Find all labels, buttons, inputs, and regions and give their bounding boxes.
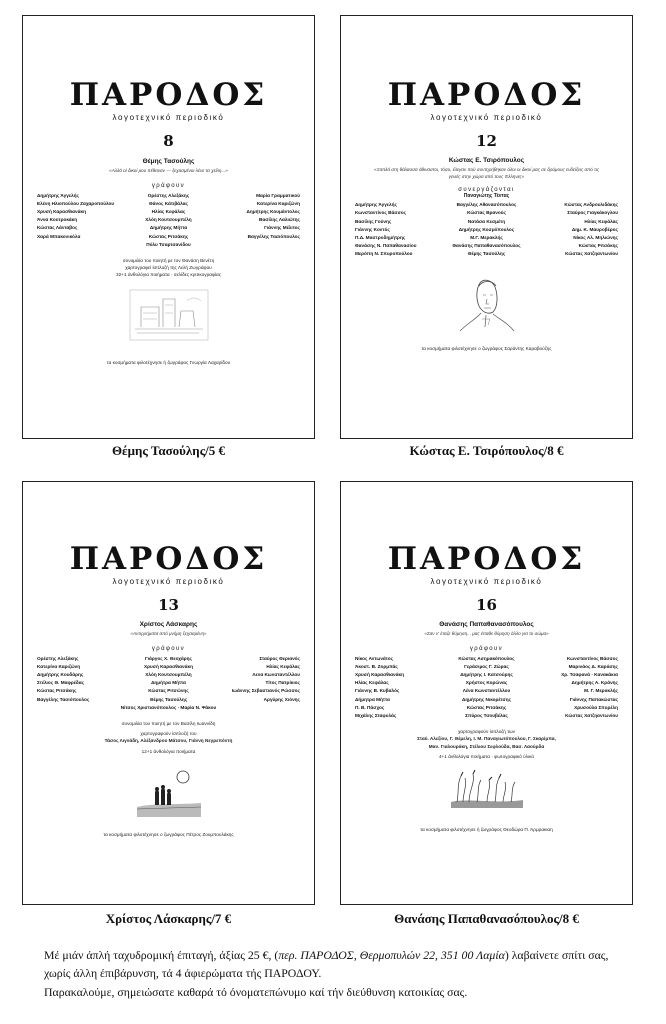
issue-number: 16 bbox=[476, 596, 497, 614]
contributor: Ηλίας Κεφάλας bbox=[584, 218, 618, 224]
contributor: Βαγγέλης Αθανασόπουλος bbox=[456, 202, 517, 208]
contributor: Ορέστης Αλεξάκης bbox=[37, 655, 79, 661]
contributor: Νίκος Αλ. Μηλιώνης bbox=[573, 235, 618, 240]
contributor: Θάνος Κάτιβάλας bbox=[149, 200, 188, 206]
contributor: Μαρινάος Δ. Καράσης bbox=[568, 663, 618, 669]
contributor: Κώστας Ριτσάκης bbox=[37, 688, 77, 694]
issue-number: 8 bbox=[163, 132, 174, 150]
contributors-list bbox=[23, 193, 314, 247]
contributor: Γιάργος Χ. Θεοχάρης bbox=[145, 655, 192, 661]
contributor: Χλόη Κουτσουμπέλη bbox=[145, 217, 192, 223]
contributor: Μ. Γ. Μερακλής bbox=[584, 688, 618, 694]
featured-author: Θανάσης Παπαθανασόπουλος bbox=[439, 621, 534, 628]
cover-issue-16 bbox=[340, 481, 633, 905]
order-address: περ. ΠΑΡΟΔΟΣ, Θερμοπυλών 22, 351 00 Λαμία bbox=[278, 948, 505, 962]
credit-line: 12+1 άνθολόγια ποιήματα bbox=[141, 748, 196, 754]
contributor: Κώστας Ριτσάκης bbox=[466, 704, 507, 710]
credit-names: Σταύ. Αλεξίου, Γ. Θέμελη, Ι. Μ. Παναγιωτόπουλου, Γ. Σκαρίμπα, bbox=[417, 736, 556, 742]
contributor: Δημήτρης Μήττα bbox=[149, 225, 188, 231]
contributor: Δημήτρης Άγγελής bbox=[37, 192, 79, 198]
contributor: Δημήτρης Α. Κράνης bbox=[571, 680, 618, 686]
featured-author: Θέμης Τασούλης bbox=[142, 158, 195, 165]
contributor: Θανάσης Ν. Παπαθανασίου bbox=[355, 243, 417, 249]
featured-author: Κώστας Ε. Τσιρόπουλος bbox=[448, 157, 525, 164]
contributor: Δημήτρης Άγγελής bbox=[355, 202, 397, 208]
contributor: Π.Δ. Μαστροδημήτρης bbox=[355, 235, 406, 240]
reeds-illustration bbox=[447, 768, 527, 812]
contributor: Βαγγέλης Τασιόπουλος bbox=[37, 696, 90, 702]
contributors-label: γράφουν bbox=[151, 645, 186, 652]
art-credit: τα κοσμήματα φιλοτέχνησε ο ζωγράφος Σαράντης Καραβούζης bbox=[421, 345, 552, 351]
credit-line: συνομιλία του ποιητή με τον Θανάση Βενέτη bbox=[122, 257, 215, 263]
credit-names: Μαν. Γιαλουράκη, Στέλιου Σεφλούδα, Βασ. Λαούρδα bbox=[428, 743, 545, 749]
contributor: Κώστας Χατζηαντωνίου bbox=[565, 251, 618, 257]
contributor: Λένα Κωνσταντέλλου bbox=[462, 688, 511, 694]
logo: ΠΑΡΟΔΟΣ bbox=[69, 77, 268, 113]
contributor: Γιάννης Μέλιτος bbox=[264, 225, 300, 231]
art-credit: τα κοσμήματα φιλοτέχνησε ή ζωγράφος Γεωργία Λαχαρίδου bbox=[106, 359, 231, 365]
credit-line: συνομιλία του ποιητή με τον Βασίλη Ιωαννίδη bbox=[121, 720, 216, 726]
contributor: Χρήστος Κορώνας bbox=[465, 680, 508, 686]
contributor: Αργύρης Χιόνης bbox=[263, 696, 300, 702]
contributor: Λενα Κωνσταντέλλου bbox=[252, 672, 300, 677]
credit-line: 32+1 άνθολόγια ποιήματα · σελίδες κριτικογραφίας bbox=[115, 272, 222, 278]
contributor: Κώστας Βρανούς bbox=[467, 210, 506, 216]
contributor: Δημήτρης Κουδάρης bbox=[37, 672, 84, 677]
price-label-issue-16: Θανάσης Παπαθανασόπουλος/8 € bbox=[394, 911, 579, 926]
contributor: Βασίλης Λαλιώτης bbox=[259, 217, 300, 223]
contributor: Κώστας Ριτσώνης bbox=[148, 688, 189, 694]
credit-line: 4+1 άνθολόγια ποιήματα · φωτογραφικό ύλικό bbox=[438, 753, 535, 759]
contributor: Δημ. Κ. Μαυροβέρος bbox=[571, 226, 618, 232]
contributor: Ιωάννης Σεβαστιανός Ρώσσος bbox=[231, 688, 300, 694]
contributor: Χρ. Τσαφανά · Κανακάκια bbox=[561, 672, 618, 677]
contributor: Δημήτρης Κοσμόπουλος bbox=[458, 226, 515, 232]
credits bbox=[23, 257, 314, 279]
credit-line: χαρτογραφεί ίσιτλοζή της Λελή Ζωγράφου bbox=[125, 265, 212, 271]
credit-line: χαρτογραφούν ίσιτλοζή του bbox=[140, 731, 197, 737]
art-credit: τα κοσμήματα φιλοτέχνησε ο ζωγράφος Πέτρος Ζουμπουλάκης bbox=[103, 831, 234, 837]
contributor: Χρυσή Καρασθιανάκη bbox=[355, 672, 404, 677]
contributor: Άκοστ. Β. Ζορμπάς bbox=[355, 663, 398, 669]
contributor: Γιάννης Β. Κυβαλός bbox=[355, 688, 400, 694]
contributors-label: γράφουν bbox=[469, 645, 504, 652]
contributors-label: γράφουν bbox=[151, 182, 186, 189]
contributor: Μερόπη Ν. Σπυροπούλου bbox=[355, 251, 413, 257]
contributor: Χαρά Μπακονικόλα bbox=[37, 233, 81, 239]
contributors-sublabel: Παναγιώτης Τέντας bbox=[463, 193, 510, 200]
logo: ΠΑΡΟΔΟΣ bbox=[387, 541, 586, 577]
contributor: Νατάσα Κεσμέτη bbox=[467, 218, 506, 224]
credits bbox=[23, 720, 314, 755]
contributors-list bbox=[341, 202, 632, 256]
credits bbox=[341, 728, 632, 760]
contributor: Μ.Γ. Μερακλής bbox=[470, 235, 503, 240]
cover-issue-13 bbox=[22, 481, 315, 905]
subtitle: λογοτεχνικό περιοδικό bbox=[112, 577, 225, 586]
contributor: Ορέστης Αλεξάκης bbox=[147, 192, 190, 198]
contributor: Χλόη Κουτσουμπέλη bbox=[145, 672, 192, 677]
contributor: Βασίλης Γούνης bbox=[355, 218, 392, 224]
featured-author: Χρίστος Λάσκαρης bbox=[139, 621, 198, 628]
subtitle: λογοτεχνικό περιοδικό bbox=[430, 577, 543, 586]
subtitle: λογοτεχνικό περιοδικό bbox=[430, 113, 543, 122]
contributor: Σταύρος Θεριανός bbox=[259, 655, 300, 661]
price-label-issue-8: Θέμης Τασούλης/5 € bbox=[111, 443, 226, 458]
contributor: Κατερίνα Καριζώνη bbox=[256, 200, 300, 206]
credit-line bbox=[341, 743, 632, 750]
contributor: Βαγγέλης Τασιόπουλος bbox=[247, 233, 300, 239]
contributor: Ηλίας Κεφάλας bbox=[151, 209, 186, 214]
credit-line: χαρτογραφούν ίσιτλοζή των bbox=[457, 729, 515, 735]
contributors-list bbox=[341, 656, 632, 718]
contributor: Γεράσιμος Γ. Ζώρας bbox=[464, 663, 509, 669]
contributor: Τίτος Πατρίκιος bbox=[265, 680, 300, 686]
contributor: Θέμης Τασούλης bbox=[467, 251, 506, 257]
issue-number: 13 bbox=[158, 596, 179, 614]
contributor: Σπύρος Τσουβέλας bbox=[465, 712, 508, 718]
contributor: Δημήτρα Μήττα bbox=[151, 680, 186, 686]
contributor: Κώστας Ασημακόπουλος bbox=[458, 655, 515, 661]
quote: «Αλλά οί δικοί μου πέθαναν — ξεχασμένοι λένε τα χείλη...» bbox=[109, 168, 228, 173]
contributor: Δημήτρης Νικορέτσης bbox=[461, 696, 512, 702]
contributor: Σταύρος Γιαγκάκογλου bbox=[567, 210, 618, 216]
quote: «Ξαπλά στη θάλασσα άθιναστοι, τόσο, έλεγαν πού συντηρήθηκαν όλοι οι δικοί μας σε δρόμους ενδείξεις από τις γενιές στην χώρα από τους Έλληνες» bbox=[373, 167, 600, 179]
contributor: Κώστας Ριτσάκης bbox=[148, 233, 189, 239]
order-line-1 bbox=[44, 946, 648, 964]
price-label-issue-12: Κώστας Ε. Τσιρόπουλος/8 € bbox=[409, 443, 564, 458]
order-text: Μέ μιάν άπλή ταχυδρομική έπιταγή, άξίας 25 €, ( bbox=[44, 948, 279, 962]
contributor: Γιάννης Παπακώστας bbox=[569, 696, 618, 702]
contributor: Δήμητρα Μήττα bbox=[355, 696, 390, 702]
cover-issue-12 bbox=[340, 15, 633, 439]
quote: «Αντιρρήματα από μνήμη ξεχασμένη» bbox=[130, 631, 207, 636]
credit-names: Τάσος Λιγνάδη, Αλέξανδρου Μάτσου, Γιάννη Νεγρεπόντη bbox=[104, 738, 233, 744]
contributor: Ελένη Ηλιοπούλου Ζαχαροπούλου bbox=[37, 200, 115, 206]
order-line-3: Παρακαλούμε, σημειώσατε καθαρά τό όνοματεπώνυμο καί τήν διεύθυνση κατοικίας σας. bbox=[44, 984, 468, 999]
contributor: Μιχάλης Σταφυλάς bbox=[355, 712, 397, 718]
quote: «Σαν ν' έταζε θύμηση... μας έπαθε θύμηση άλλο για το σώμα» bbox=[424, 631, 549, 636]
contributors-list bbox=[23, 656, 314, 710]
subtitle: λογοτεχνικό περιοδικό bbox=[112, 113, 225, 122]
contributors-label: συνεργάζονται bbox=[458, 187, 515, 194]
contributor: Χρυσή Καρασθιανάκη bbox=[37, 209, 86, 214]
contributor: Άννα Κουτροκάκη bbox=[37, 217, 78, 223]
sketch-illustration bbox=[129, 289, 209, 341]
price-label-issue-13: Χρίστος Λάσκαρης/7 € bbox=[105, 911, 232, 926]
contributor: Κώστας Λάνταβος bbox=[37, 225, 78, 231]
contributor: Κωνσταντίνος Βάσσος bbox=[566, 655, 618, 661]
contributor: Κώστας Χατζηαντωνίου bbox=[565, 712, 618, 718]
credit-line bbox=[341, 735, 632, 742]
figures-illustration bbox=[133, 763, 205, 819]
contributor: Νίκος Αντωνάτος bbox=[355, 655, 394, 661]
logo: ΠΑΡΟΔΟΣ bbox=[387, 77, 586, 113]
contributor: Ηλίας Κεφάλας bbox=[355, 680, 389, 686]
contributor: Κώστας Ριτσάκης bbox=[578, 243, 618, 249]
contributor: Θέμης Τασούλης bbox=[149, 696, 188, 702]
contributor: Π. Β. Πάσχος bbox=[355, 704, 385, 710]
contributor: Κωνσταντίνος Βάσσος bbox=[355, 210, 407, 216]
credit-line bbox=[23, 737, 314, 744]
order-text: ) λαβαίνετε σπίτι σας, bbox=[504, 948, 609, 962]
order-line-2: χωρίς άλλη έπιβάρυνση, τά 4 άφιερώματα τής ΠΑΡΟΔΟΥ. bbox=[44, 966, 322, 981]
contributor: Δημήτρης Κουμάντολος bbox=[246, 209, 300, 214]
contributor: Στέλιος Θ. Μαφρέδας bbox=[37, 680, 85, 686]
contributor: Χρυσούλα Σπυρέλη bbox=[574, 704, 618, 710]
contributor: Χρυσή Καρασθιανάκη bbox=[144, 663, 193, 669]
contributor: Κώστας Ανδρουλιδάκης bbox=[564, 202, 618, 208]
issue-number: 12 bbox=[476, 132, 497, 150]
order-instructions bbox=[44, 946, 648, 1001]
contributor: Γιάννης Κοντός bbox=[355, 226, 390, 232]
logo: ΠΑΡΟΔΟΣ bbox=[69, 541, 268, 577]
contributor: Ηλίας Κεφάλας bbox=[266, 663, 300, 669]
art-credit: τα κοσμήματα φιλοτέχνησε ή ζωγράφος Θεοδώρα Π. Άρμρακιαη bbox=[420, 827, 553, 833]
contributor: Δημήτρης Ι. Κατσούρης bbox=[460, 672, 513, 677]
contributor: Νίτσος Χριστιανόπουλος · Μαρία Ν. Ψάκου bbox=[120, 704, 217, 710]
contributor: Πόλυ Τσαρτσανίδου bbox=[146, 241, 191, 247]
contributor: Μαρία Γραμματικού bbox=[256, 192, 300, 198]
portrait-sketch bbox=[452, 269, 522, 339]
contributor: Θανάσης Παπαθανασόπουλος bbox=[452, 243, 521, 249]
contributor: Κατερίνα Καριζώνη bbox=[37, 663, 81, 669]
cover-issue-8 bbox=[22, 15, 315, 439]
